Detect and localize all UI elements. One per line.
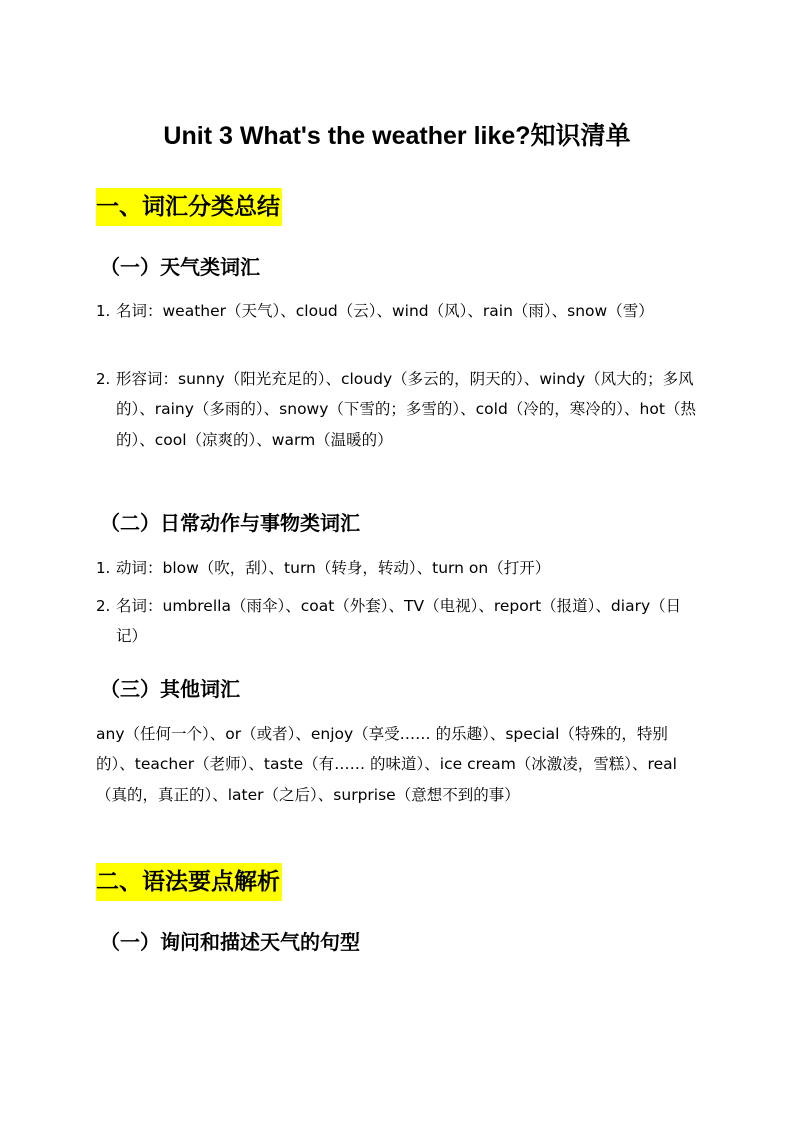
subheading-weather-sentences: （一）询问和描述天气的句型: [100, 930, 360, 954]
list-number: 2.: [96, 370, 111, 388]
list-item-text: 名词：umbrella（雨伞）、coat（外套）、TV（电视）、report（报道）、diary（日记）: [116, 597, 682, 646]
list-item: [96, 364, 698, 455]
list-item: [96, 591, 698, 652]
other-words-paragraph: any（任何一个）、or（或者）、enjoy（享受…… 的乐趣）、special（特殊的，特别的）、teacher（老师）、taste（有…… 的味道）、ice cream（冰激凌，雪糕）、real（真的，真正的）、later（之后）、surprise（意想不到的事）: [96, 725, 677, 804]
subheading-other-words: （三）其他词汇: [100, 677, 240, 701]
list-number: 2.: [96, 597, 111, 615]
subheading-weather-words: （一）天气类词汇: [100, 255, 260, 279]
list-number: 1.: [96, 302, 111, 320]
section-heading-grammar: 二、语法要点解析: [96, 863, 282, 901]
list-item: [96, 296, 698, 326]
page-title: Unit 3 What's the weather like?知识清单: [163, 122, 631, 150]
subheading-daily-words: （二）日常动作与事物类词汇: [100, 511, 360, 535]
list-number: 1.: [96, 559, 111, 577]
list-item-text: 名词：weather（天气）、cloud（云）、wind（风）、rain（雨）、snow（雪）: [116, 302, 654, 320]
list-item-text: 动词：blow（吹，刮）、turn（转身，转动）、turn on（打开）: [116, 559, 551, 577]
list-item-text: 形容词：sunny（阳光充足的）、cloudy（多云的，阴天的）、windy（风大的；多风的）、rainy（多雨的）、snowy（下雪的；多雪的）、cold（冷的，寒冷的）、hot（热的）、cool（凉爽的）、warm（温暖的）: [116, 370, 696, 449]
section-heading-vocabulary: 一、词汇分类总结: [96, 188, 282, 226]
list-item: [96, 553, 698, 583]
